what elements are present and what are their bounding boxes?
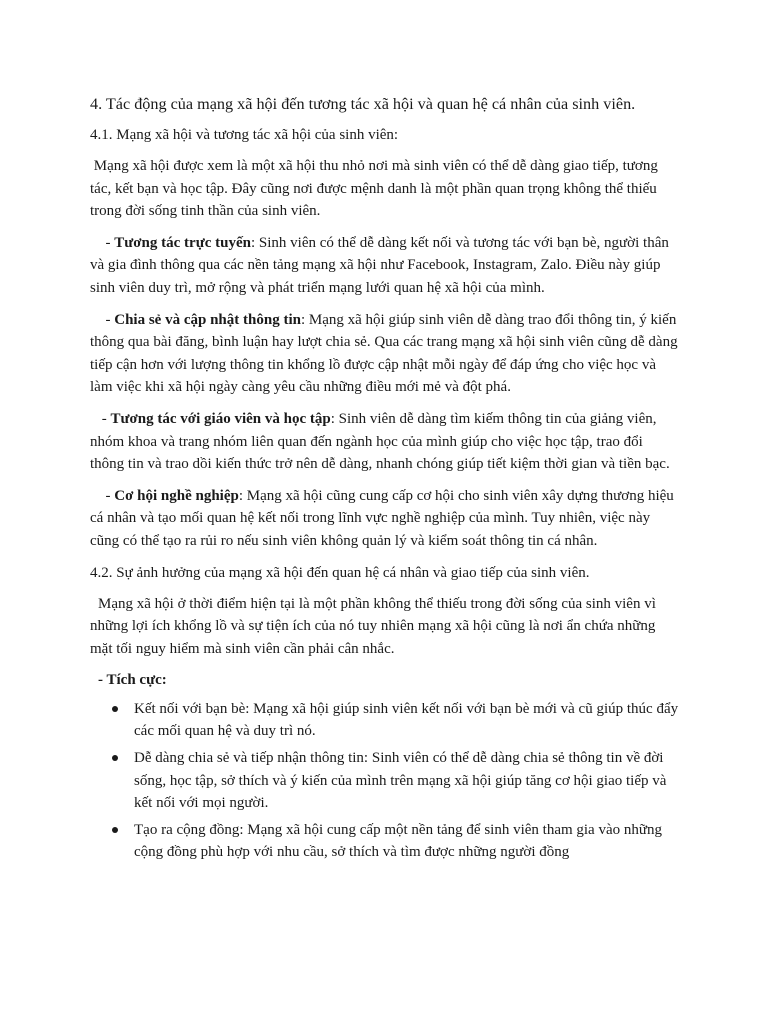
section-4-1-intro: Mạng xã hội được xem là một xã hội thu nhỏ nơi mà sinh viên có thể dễ dàng giao tiếp, tương tác, kết bạn và học tập. Đây cũng nơi được mệnh danh là một phần quan trọng không thể thiếu trong đời sống tinh thần của sinh viên. [90,158,662,220]
positive-label: Tích cực: [106,672,167,689]
section-4-2-intro: Mạng xã hội ở thời điểm hiện tại là một phần không thể thiếu trong đời sống của sinh viên vì những lợi ích khổng lồ và sự tiện ích của nó tuy nhiên mạng xã hội cũng là nơi ẩn chứa những mặt tối nguy hiểm mà sinh viên cần phải cân nhắc. [90,595,656,657]
list-item-text: Dễ dàng chia sẻ và tiếp nhận thông tin: Sinh viên có thể dễ dàng chia sẻ thông tin về đời sống, học tập, sở thích và ý kiến của mình trên mạng xã hội giúp tăng cơ hội giao tiếp và kết nối với mọi người. [134,750,667,812]
item-prefix: - [105,234,115,251]
bullet-icon [112,706,118,712]
document-page [90,93,680,864]
bullet-icon [112,755,118,761]
item-label: Tương tác trực tuyến [114,234,251,251]
section-4-1-title: 4.1. Mạng xã hội và tương tác xã hội của sinh viên: [90,127,399,143]
item-career-opportunity [90,485,680,553]
positive-list [90,698,680,864]
item-text: : Sinh viên dễ dàng tìm kiếm thông tin của giảng viên, nhóm khoa và trang nhóm liên quan đến ngành học của mình giúp cho việc học tập, trao đổi thông tin và trao dồi kiến thức trở nên dễ dàng, nhanh chóng giúp tiết kiệm thời gian và tiền bạc. [90,410,670,473]
list-item-text: Kết nối với bạn bè: Mạng xã hội giúp sinh viên kết nối với bạn bè mới và cũ giúp thúc đẩy các mối quan hệ và duy trì nó. [134,700,679,740]
item-text: : Mạng xã hội giúp sinh viên dễ dàng trao đổi thông tin, ý kiến thông qua bài đăng, bình luận hay lượt chia sẻ. Qua các trang mạng xã hội sinh viên cũng dễ dàng tiếp cận hơn với lượng thông tin khổng lồ được cập nhật mỗi ngày để đáp ứng cho việc học và làm việc khi xã hội ngày càng yêu cầu những điều mới mẻ và đột phá. [90,311,678,396]
item-label: Tương tác với giáo viên và học tập [110,410,331,427]
list-item [90,819,680,864]
list-item-text: Tạo ra cộng đồng: Mạng xã hội cung cấp một nền tảng để sinh viên tham gia vào những cộng đồng phù hợp với nhu cầu, sở thích và tìm được những người đồng [134,821,663,861]
item-label: Cơ hội nghề nghiệp [114,487,239,504]
list-item [90,698,680,743]
bullet-icon [112,827,118,833]
section-4-2-title: 4.2. Sự ảnh hưởng của mạng xã hội đến quan hệ cá nhân và giao tiếp của sinh viên. [90,564,590,581]
item-teacher-interaction [90,408,680,476]
positive-prefix: - [98,672,107,689]
item-online-interaction [90,232,680,300]
item-text: : Mạng xã hội cũng cung cấp cơ hội cho sinh viên xây dựng thương hiệu cá nhân và tạo mối quan hệ kết nối trong lĩnh vực nghề nghiệp của mình. Tuy nhiên, việc này cũng có thể tạo ra rủi ro nếu sinh viên không quản lý và kiểm soát thông tin cá nhân. [90,487,674,549]
document-title: 4. Tác động của mạng xã hội đến tương tác xã hội và quan hệ cá nhân của sinh viên. [90,95,636,113]
list-item [90,747,680,815]
item-prefix: - [105,487,115,504]
item-share-info [90,309,680,399]
item-prefix: - [105,311,115,328]
item-prefix: - [101,410,111,427]
item-label: Chia sẻ và cập nhật thông tin [114,311,301,328]
item-text: : Sinh viên có thể dễ dàng kết nối và tương tác với bạn bè, người thân và gia đình thông qua các nền tảng mạng xã hội như Facebook, Instagram, Zalo. Điều này giúp sinh viên duy trì, mở rộng và phát triển mạng lưới quan hệ xã hội của mình. [90,234,669,296]
positive-heading [90,669,680,692]
